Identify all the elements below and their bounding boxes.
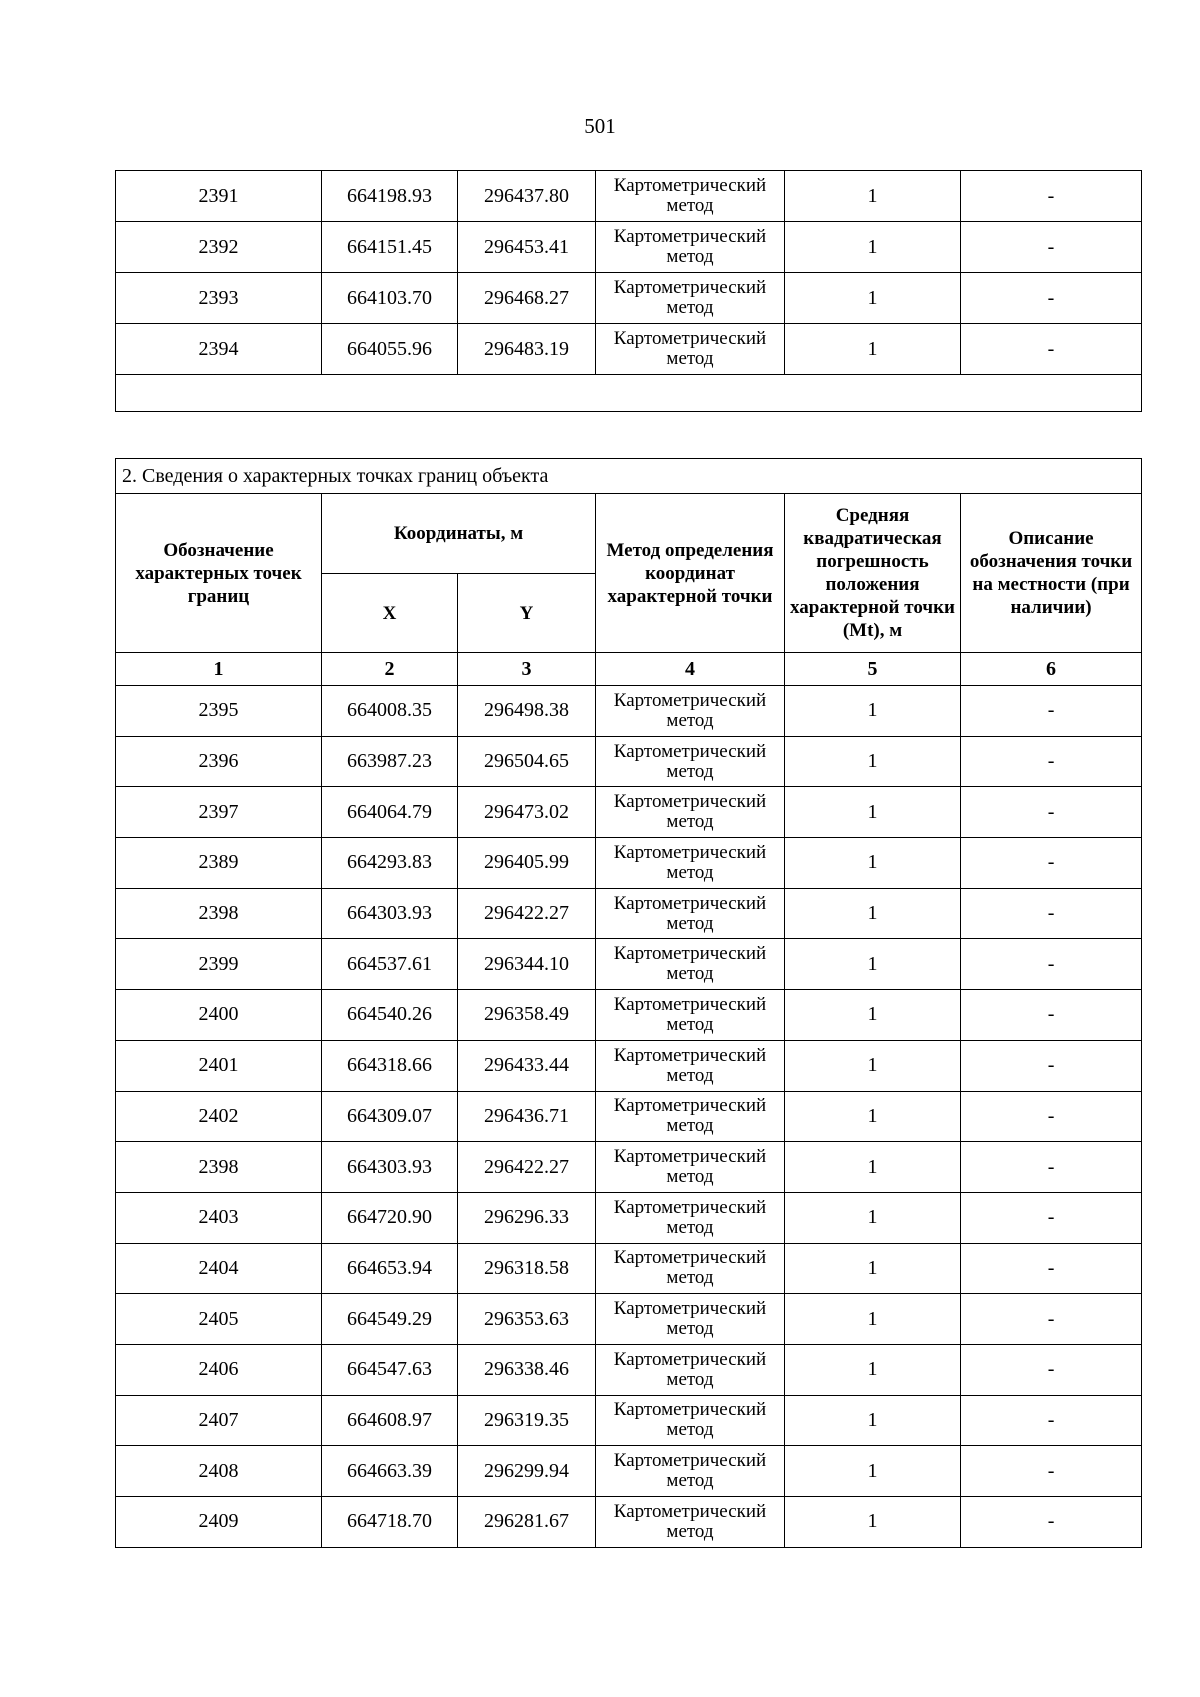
table-row — [116, 736, 1142, 787]
point-id-cell: 2393 — [116, 273, 322, 324]
column-number: 3 — [458, 653, 596, 686]
point-id-cell: 2401 — [116, 1040, 322, 1091]
error-cell: 1 — [785, 888, 961, 939]
point-id-cell: 2398 — [116, 888, 322, 939]
description-cell: - — [961, 1091, 1142, 1142]
method-cell: Картометрический метод — [596, 787, 785, 838]
boundary-points-table-body — [116, 686, 1142, 1548]
method-cell: Картометрический метод — [596, 1344, 785, 1395]
method-cell: Картометрический метод — [596, 939, 785, 990]
point-id-cell: 2398 — [116, 1142, 322, 1193]
y-coordinate-cell: 296437.80 — [458, 171, 596, 222]
error-cell: 1 — [785, 324, 961, 375]
method-cell: Картометрический метод — [596, 1243, 785, 1294]
boundary-points-table — [115, 458, 1142, 1548]
point-id-cell: 2391 — [116, 171, 322, 222]
x-coordinate-cell: 664198.93 — [322, 171, 458, 222]
x-coordinate-cell: 664318.66 — [322, 1040, 458, 1091]
section-title: 2. Сведения о характерных точках границ объекта — [116, 459, 1142, 494]
y-coordinate-cell: 296468.27 — [458, 273, 596, 324]
point-id-cell: 2400 — [116, 990, 322, 1041]
x-coordinate-cell: 664055.96 — [322, 324, 458, 375]
method-cell: Картометрический метод — [596, 838, 785, 889]
error-cell: 1 — [785, 686, 961, 737]
y-coordinate-cell: 296344.10 — [458, 939, 596, 990]
description-cell: - — [961, 990, 1142, 1041]
method-cell: Картометрический метод — [596, 1446, 785, 1497]
y-coordinate-cell: 296296.33 — [458, 1192, 596, 1243]
description-cell: - — [961, 222, 1142, 273]
x-coordinate-cell: 664303.93 — [322, 888, 458, 939]
y-coordinate-cell: 296358.49 — [458, 990, 596, 1041]
error-cell: 1 — [785, 1040, 961, 1091]
y-coordinate-cell: 296504.65 — [458, 736, 596, 787]
empty-cell — [116, 375, 1142, 412]
table-row — [116, 1040, 1142, 1091]
point-id-cell: 2404 — [116, 1243, 322, 1294]
x-coordinate-cell: 664718.70 — [322, 1497, 458, 1548]
error-cell: 1 — [785, 1395, 961, 1446]
column-number: 2 — [322, 653, 458, 686]
point-id-cell: 2389 — [116, 838, 322, 889]
method-cell: Картометрический метод — [596, 324, 785, 375]
header-error: Средняя квадратическая погрешность положения характерной точки (Mt), м — [785, 494, 961, 653]
x-coordinate-cell: 664151.45 — [322, 222, 458, 273]
description-cell: - — [961, 686, 1142, 737]
table-row — [116, 1497, 1142, 1548]
error-cell: 1 — [785, 1142, 961, 1193]
column-number: 4 — [596, 653, 785, 686]
table-row — [116, 1446, 1142, 1497]
header-description: Описание обозначения точки на местности (при наличии) — [961, 494, 1142, 653]
y-coordinate-cell: 296422.27 — [458, 1142, 596, 1193]
error-cell: 1 — [785, 939, 961, 990]
method-cell: Картометрический метод — [596, 1395, 785, 1446]
table-row — [116, 324, 1142, 375]
column-number: 5 — [785, 653, 961, 686]
y-coordinate-cell: 296433.44 — [458, 1040, 596, 1091]
table-row — [116, 888, 1142, 939]
y-coordinate-cell: 296281.67 — [458, 1497, 596, 1548]
y-coordinate-cell: 296473.02 — [458, 787, 596, 838]
error-cell: 1 — [785, 1344, 961, 1395]
error-cell: 1 — [785, 222, 961, 273]
column-number: 6 — [961, 653, 1142, 686]
x-coordinate-cell: 664547.63 — [322, 1344, 458, 1395]
x-coordinate-cell: 664303.93 — [322, 1142, 458, 1193]
x-coordinate-cell: 664309.07 — [322, 1091, 458, 1142]
table-row — [116, 1294, 1142, 1345]
description-cell: - — [961, 1446, 1142, 1497]
description-cell: - — [961, 1243, 1142, 1294]
column-number: 1 — [116, 653, 322, 686]
continuation-table-body — [116, 171, 1142, 412]
point-id-cell: 2405 — [116, 1294, 322, 1345]
method-cell: Картометрический метод — [596, 888, 785, 939]
header-y: Y — [458, 574, 596, 653]
y-coordinate-cell: 296299.94 — [458, 1446, 596, 1497]
column-number-row — [116, 653, 1142, 686]
y-coordinate-cell: 296338.46 — [458, 1344, 596, 1395]
description-cell: - — [961, 736, 1142, 787]
point-id-cell: 2396 — [116, 736, 322, 787]
point-id-cell: 2399 — [116, 939, 322, 990]
point-id-cell: 2395 — [116, 686, 322, 737]
error-cell: 1 — [785, 1446, 961, 1497]
y-coordinate-cell: 296453.41 — [458, 222, 596, 273]
method-cell: Картометрический метод — [596, 686, 785, 737]
table-row — [116, 222, 1142, 273]
y-coordinate-cell: 296405.99 — [458, 838, 596, 889]
table-row — [116, 1344, 1142, 1395]
page-number: 501 — [584, 114, 616, 138]
x-coordinate-cell: 664537.61 — [322, 939, 458, 990]
table-row — [116, 787, 1142, 838]
description-cell: - — [961, 1395, 1142, 1446]
x-coordinate-cell: 664008.35 — [322, 686, 458, 737]
error-cell: 1 — [785, 787, 961, 838]
table-row — [116, 1192, 1142, 1243]
table-row — [116, 1142, 1142, 1193]
description-cell: - — [961, 1497, 1142, 1548]
method-cell: Картометрический метод — [596, 222, 785, 273]
y-coordinate-cell: 296422.27 — [458, 888, 596, 939]
description-cell: - — [961, 888, 1142, 939]
method-cell: Картометрический метод — [596, 273, 785, 324]
x-coordinate-cell: 664608.97 — [322, 1395, 458, 1446]
method-cell: Картометрический метод — [596, 1294, 785, 1345]
point-id-cell: 2402 — [116, 1091, 322, 1142]
x-coordinate-cell: 664653.94 — [322, 1243, 458, 1294]
error-cell: 1 — [785, 1294, 961, 1345]
header-method: Метод определения координат характерной точки — [596, 494, 785, 653]
method-cell: Картометрический метод — [596, 1192, 785, 1243]
error-cell: 1 — [785, 1192, 961, 1243]
method-cell: Картометрический метод — [596, 990, 785, 1041]
table-row — [116, 171, 1142, 222]
empty-row — [116, 375, 1142, 412]
y-coordinate-cell: 296318.58 — [458, 1243, 596, 1294]
x-coordinate-cell: 664064.79 — [322, 787, 458, 838]
y-coordinate-cell: 296353.63 — [458, 1294, 596, 1345]
method-cell: Картометрический метод — [596, 1142, 785, 1193]
point-id-cell: 2407 — [116, 1395, 322, 1446]
description-cell: - — [961, 171, 1142, 222]
y-coordinate-cell: 296483.19 — [458, 324, 596, 375]
x-coordinate-cell: 664103.70 — [322, 273, 458, 324]
table-row — [116, 1091, 1142, 1142]
header-point-designation: Обозначение характерных точек границ — [116, 494, 322, 653]
x-coordinate-cell: 664293.83 — [322, 838, 458, 889]
x-coordinate-cell: 664549.29 — [322, 1294, 458, 1345]
table-row — [116, 686, 1142, 737]
point-id-cell: 2409 — [116, 1497, 322, 1548]
y-coordinate-cell: 296319.35 — [458, 1395, 596, 1446]
x-coordinate-cell: 664720.90 — [322, 1192, 458, 1243]
error-cell: 1 — [785, 273, 961, 324]
error-cell: 1 — [785, 1497, 961, 1548]
point-id-cell: 2408 — [116, 1446, 322, 1497]
x-coordinate-cell: 664540.26 — [322, 990, 458, 1041]
point-id-cell: 2397 — [116, 787, 322, 838]
method-cell: Картометрический метод — [596, 1091, 785, 1142]
error-cell: 1 — [785, 838, 961, 889]
description-cell: - — [961, 939, 1142, 990]
error-cell: 1 — [785, 736, 961, 787]
table-row — [116, 939, 1142, 990]
description-cell: - — [961, 1344, 1142, 1395]
point-id-cell: 2403 — [116, 1192, 322, 1243]
method-cell: Картометрический метод — [596, 171, 785, 222]
x-coordinate-cell: 663987.23 — [322, 736, 458, 787]
method-cell: Картометрический метод — [596, 1040, 785, 1091]
description-cell: - — [961, 787, 1142, 838]
error-cell: 1 — [785, 1243, 961, 1294]
error-cell: 1 — [785, 171, 961, 222]
description-cell: - — [961, 838, 1142, 889]
table-row — [116, 990, 1142, 1041]
header-coordinates: Координаты, м — [322, 494, 596, 574]
point-id-cell: 2392 — [116, 222, 322, 273]
x-coordinate-cell: 664663.39 — [322, 1446, 458, 1497]
error-cell: 1 — [785, 990, 961, 1041]
header-x: X — [322, 574, 458, 653]
description-cell: - — [961, 1040, 1142, 1091]
table-row — [116, 1395, 1142, 1446]
table-row — [116, 1243, 1142, 1294]
description-cell: - — [961, 1192, 1142, 1243]
continuation-table — [115, 170, 1142, 412]
error-cell: 1 — [785, 1091, 961, 1142]
method-cell: Картометрический метод — [596, 1497, 785, 1548]
description-cell: - — [961, 324, 1142, 375]
point-id-cell: 2406 — [116, 1344, 322, 1395]
table-row — [116, 838, 1142, 889]
description-cell: - — [961, 1294, 1142, 1345]
description-cell: - — [961, 1142, 1142, 1193]
point-id-cell: 2394 — [116, 324, 322, 375]
method-cell: Картометрический метод — [596, 736, 785, 787]
y-coordinate-cell: 296436.71 — [458, 1091, 596, 1142]
table-row — [116, 273, 1142, 324]
y-coordinate-cell: 296498.38 — [458, 686, 596, 737]
description-cell: - — [961, 273, 1142, 324]
